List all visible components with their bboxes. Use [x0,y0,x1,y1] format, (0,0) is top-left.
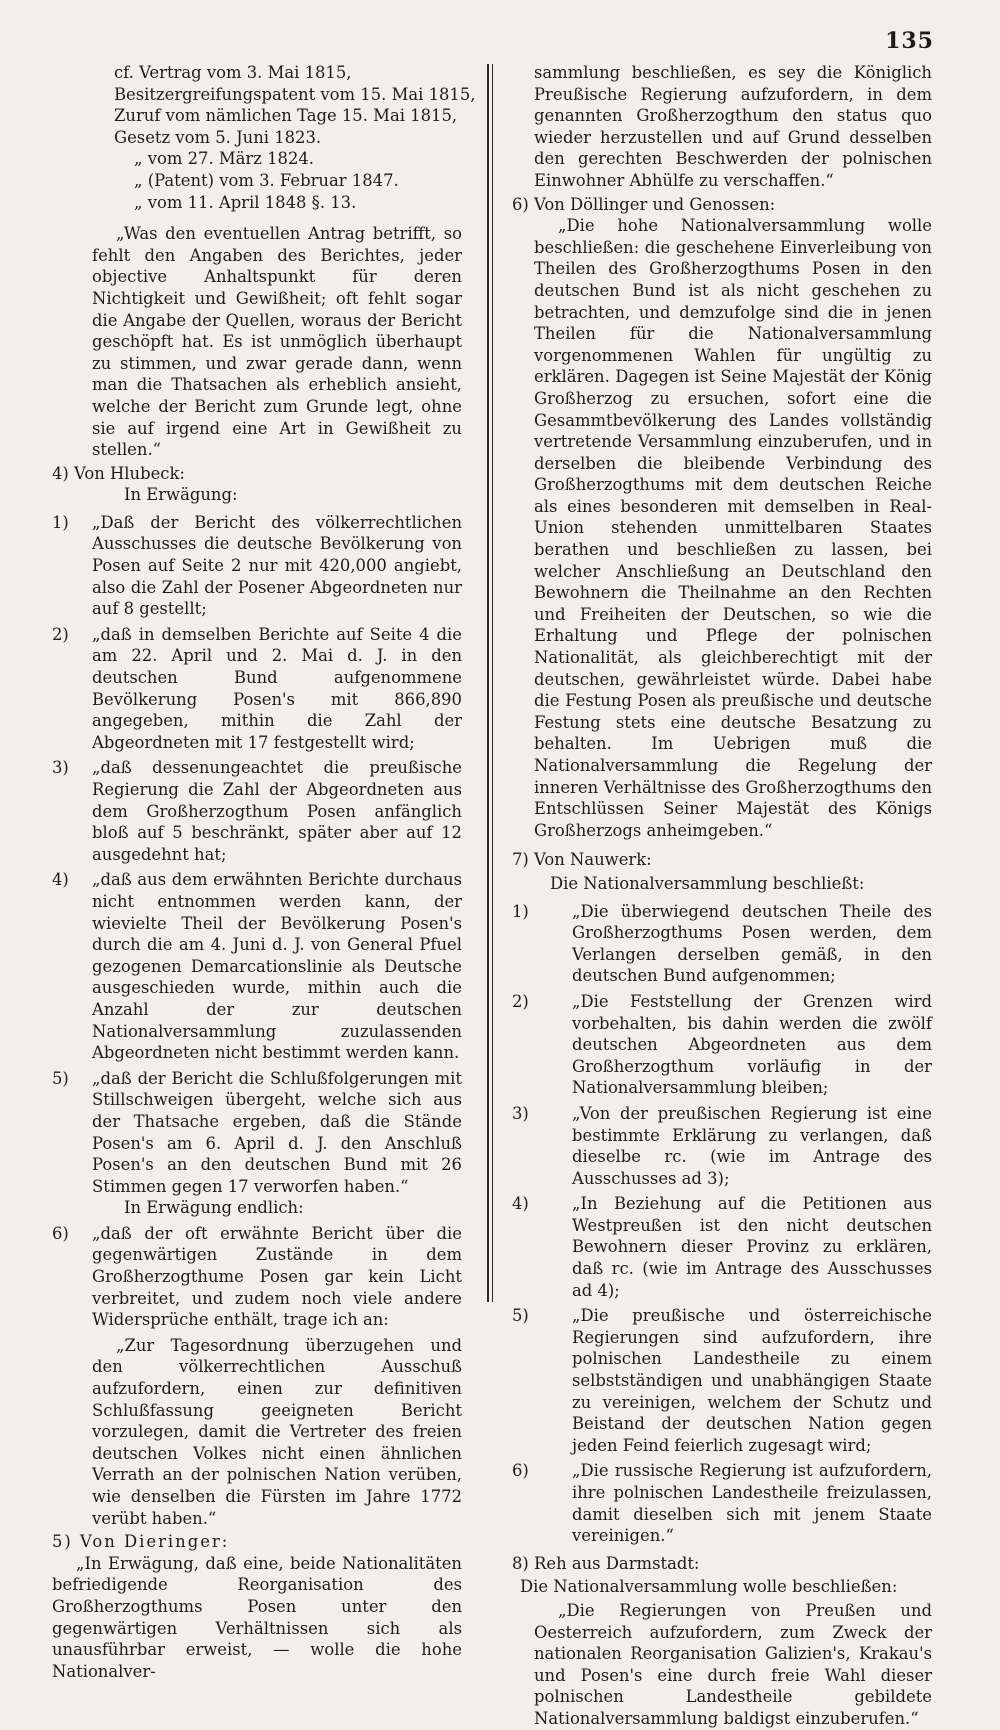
item-text: „Die Feststellung der Grenzen wird vorbehalten, bis dahin werden die zwölf deutschen Abgeordneten aus dem Großherzogthum vorläufig in der Nationalversammlung bleiben; [572,991,932,1098]
section-subheading: In Erwägung endlich: [124,1198,304,1218]
section-subheading: Die Nationalversammlung wolle beschließen: [520,1577,898,1597]
item-text: „daß der oft erwähnte Bericht über die gegenwärtigen Zustände in dem Großherzogthume Posen gar kein Licht verbreitet, und zudem noch viele andere Widersprüche enthält, trage ich an: [92,1223,462,1330]
section-text: „Die hohe Nationalversammlung wolle beschließen: die geschehene Einverleibung von Theilen des Großherzogthums Posen in den deutschen Bund ist als nicht geschehen zu betrachten, und demzufolge sind die in jenen Theilen für die Nationalversammlung vorgenommenen Wahlen für ungültig zu erklären. Dagegen ist Seine Majestät der König Großherzog zu ersuchen, sofort eine die Gesammtbevölkerung des Landes vollständig vertretende Versammlung einzuberufen, und in derselben die bleibende Verbindung des Großherzogthums mit dem deutschen Reiche als eines besonderen mit demselben in Real-Union stehenden unmittelbaren Staates berathen und beschließen zu lassen, bei welcher Anschließung an Deutschland den Bewohnern die Theilnahme an den Rechten und Freiheiten der Deutschen, so wie die Erhaltung und Pflege der polnischen Nationalität, als gleichberechtigt mit der deutschen, gewährleistet würde. Dabei habe die Festung Posen als preußische und deutsche Festung stets eine deutsche Besatzung zu behalten. Im Uebrigen muß die Nationalversammlung die Regelung der inneren Verhältnisse des Großherzogthums den Entschlüssen Seiner Majestät des Königs Großherzogs anheimgeben.“ [534,216,932,840]
item-number: 4) [52,870,69,890]
item-text: „Die überwiegend deutschen Theile des Großherzogthums Posen werden, dem Verlangen derselben gemäß, in den deutschen Bund aufgenommen; [572,901,932,986]
motion-item [512,901,932,987]
section-subheading: Die Nationalversammlung beschließt: [550,873,865,893]
item-number: 6) [52,1223,69,1243]
reference-line: cf. Vertrag vom 3. Mai 1815, [114,63,352,82]
motion-item [52,1223,462,1331]
section-heading-4: 4) Von Hlubeck: [52,463,185,483]
item-text: „daß dessenungeachtet die preußische Regierung die Zahl der Abgeordneten aus dem Großherzogthum Posen anfänglich bloß auf 5 beschränkt, später aber auf 12 ausgedehnt hat; [92,758,462,864]
section-subheading: In Erwägung: [124,485,238,505]
item-text: „daß in demselben Berichte auf Seite 4 die am 22. April und 2. Mai d. J. in den deutschen Bund aufgenommene Bevölkerung Posen's mit 866,890 angegeben, mithin die Zahl der Abgeordneten mit 17 festgestellt wird; [92,624,462,752]
reference-line: „ vom 27. März 1824. [134,149,315,169]
reference-list [52,62,476,213]
reference-line: „ (Patent) vom 3. Februar 1847. [134,170,399,190]
section-text: „In Erwägung, daß eine, beide Nationalitäten befriedigende Reorganisation des Großherzogthums Posen unter den gegenwärtigen Verhältnissen sich als unausführbar erweist, — wolle die hohe Nationalver- [52,1553,462,1681]
item-text: „Von der preußischen Regierung ist eine bestimmte Erklärung zu verlangen, daß dieselbe rc. (wie im Antrage des Ausschusses ad 3); [572,1103,932,1188]
item-text: „Die preußische und österreichische Regierungen sind aufzufordern, ihre polnischen Landestheile zu einem selbstständigen und unabhängigen Staate zu vereinigen, welchem der Schutz und Beistand der deutschen Nation gegen jeden Feind feierlich zugesagt wird; [572,1306,932,1455]
motion-item [52,869,462,1063]
item-number: 1) [52,512,69,532]
item-number: 1) [512,901,529,921]
motion-item [52,624,462,754]
quoted-paragraph: „Was den eventuellen Antrag betrifft, so fehlt den Angaben des Berichtes, jeder objective Anhaltspunkt für deren Nichtigkeit und Gewißheit; oft fehlt sogar die Angabe der Quellen, woraus der Bericht geschöpft hat. Es ist unmöglich überhaupt zu stimmen, und zwar gerade dann, wenn man die Thatsachen als erheblich ansieht, welche der Bericht zum Grunde legt, ohne sie auf irgend eine Art in Gewißheit zu stellen.“ [92,224,462,460]
section-heading-8: 8) Reh aus Darmstadt: [512,1553,700,1573]
page-number: 135 [885,28,934,54]
item-text: „In Beziehung auf die Petitionen aus Westpreußen ist den nicht deutschen Bewohnern dieser Provinz zu erklären, daß rc. (wie im Antrage des Ausschusses ad 4); [572,1194,932,1300]
reference-line: Zuruf vom nämlichen Tage 15. Mai 1815, [114,106,458,126]
motion-item [52,757,462,865]
item-number: 3) [512,1103,529,1123]
item-text: „daß aus dem erwähnten Berichte durchaus nicht entnommen werden kann, der wievielte Theil der Bevölkerung Posen's durch die am 4. Juni d. J. von General Pfuel gezogenen Demarcationslinie als Deutsche ausgeschieden wurde, mithin auch die Anzahl der zur deutschen Nationalversammlung zuzulassenden Abgeordneten nicht bestimmt werden kann. [92,870,462,1063]
item-number: 6) [512,1461,529,1481]
item-number: 5) [512,1306,529,1326]
item-number: 2) [52,624,69,644]
item-text: „Die russische Regierung ist aufzufordern, ihre polnischen Landestheile freizulassen, damit dieselben sich mit jenem Staate vereinigen.“ [572,1461,932,1546]
section-heading-6: 6) Von Döllinger und Genossen: [512,194,776,214]
continued-text: sammlung beschließen, es sey die Königlich Preußische Regierung aufzufordern, in dem genannten Großherzogthum den status quo wieder herzustellen und auf Grund desselben den gerechten Beschwerden der polnischen Einwohner Abhülfe zu verschaffen.“ [534,63,932,190]
motion-item [512,1193,932,1301]
section-heading-7: 7) Von Nauwerk: [512,850,652,870]
motion-item [512,991,932,1099]
reference-line: „ vom 11. April 1848 §. 13. [134,192,357,212]
motion-item [52,512,462,620]
reference-line: Besitzergreifungspatent vom 15. Mai 1815, [114,84,476,104]
item-text: „Daß der Bericht des völkerrechtlichen Ausschusses die deutsche Bevölkerung von Posen auf Seite 2 nur mit 420,000 angiebt, also die Zahl der Posener Abgeordneten nur auf 8 gestellt; [92,512,462,619]
item-number: 4) [512,1194,529,1214]
inner-quote: „Zur Tagesordnung überzugehen und den völkerrechtlichen Ausschuß aufzufordern, einen zur definitiven Schlußfassung geeigneten Bericht vorzulegen, damit die Vertreter des freien deutschen Volkes nicht einen ähnlichen Verrath an der polnischen Nation verüben, wie denselben die Fürsten im Jahre 1772 verübt haben.“ [92,1335,462,1528]
right-column [512,62,932,1730]
motion-item [512,1460,932,1546]
section-text: „Die Regierungen von Preußen und Oesterreich aufzufordern, zum Zweck der nationalen Reorganisation Galizien's, Krakau's und Posen's eine durch freie Wahl dieser polnischen Landestheile gebildete Nationalversammlung baldigst einzuberufen.“ [534,1600,932,1728]
left-column [52,62,476,1682]
motion-item [512,1305,932,1456]
item-number: 2) [512,991,529,1011]
reference-line: Gesetz vom 5. Juni 1823. [114,127,322,147]
section-heading-5: 5) Von Dieringer: [52,1532,230,1552]
motion-item [52,1068,462,1198]
column-divider [487,64,493,1302]
item-number: 5) [52,1068,69,1088]
item-text: „daß der Bericht die Schlußfolgerungen mit Stillschweigen übergeht, welche sich aus der Thatsache ergeben, daß die Stände Posen's am 6. April d. J. den Anschluß Posen's an den deutschen Bund mit 26 Stimmen gegen 17 verworfen haben.“ [92,1068,462,1196]
item-number: 3) [52,758,69,778]
motion-item [512,1103,932,1189]
